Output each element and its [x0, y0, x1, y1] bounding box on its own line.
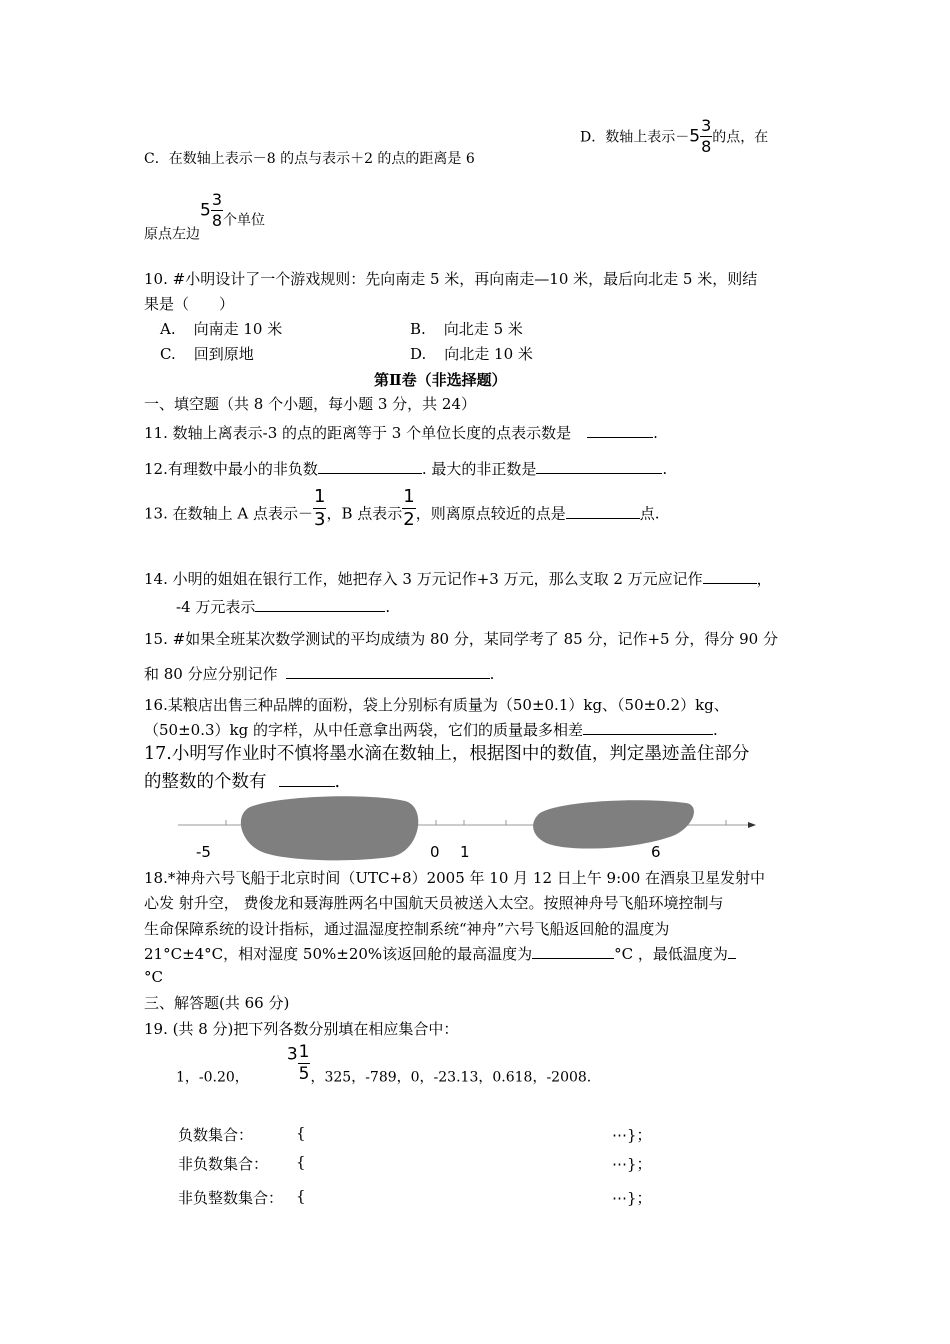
q16-line1: 16.某粮店出售三种品牌的面粉，袋上分别标有质量为（50±0.1）kg、（50±0.2）kg、	[144, 696, 729, 714]
q17-line2-end: .	[334, 772, 341, 792]
q10-line1: 10. #小明设计了一个游戏规则：先向南走 5 米，再向南走—10 米，最后向北走 5 米，则结	[144, 270, 758, 288]
q18-line3: 生命保障系统的设计指标，通过温湿度控制系统“神舟”六号飞船返回舱的温度为	[144, 920, 670, 938]
q9-line2-num: 3	[211, 190, 223, 209]
ink-blot-right	[533, 800, 694, 848]
q13-a-fraction	[313, 488, 326, 529]
q19-header: 19. (共 8 分)把下列各数分别填在相应集合中：	[144, 1020, 459, 1038]
q10-option-a	[160, 318, 282, 339]
q12-text: 12.有理数中最小的非负数	[144, 460, 318, 478]
q14-line1-end: ，	[756, 570, 772, 588]
number-line-arrow	[748, 822, 756, 828]
q13-mid: ，B 点表示	[326, 504, 403, 523]
number-line-label-minus5: -5	[196, 843, 211, 861]
q14-blank-1[interactable]	[703, 569, 757, 584]
q19-set-nonneg-integer-label: 非负整数集合：	[178, 1189, 284, 1207]
q11	[144, 422, 658, 443]
q13-b-den: 2	[403, 509, 415, 530]
q19-mixed-whole: 3	[286, 1044, 298, 1065]
q16-line2-end: .	[712, 721, 718, 739]
q10-b-text: 向北走 5 米	[443, 320, 523, 338]
q9-option-d	[580, 118, 768, 155]
q12	[144, 458, 667, 479]
q10-c-text: 回到原地	[193, 345, 254, 363]
number-line-figure	[170, 795, 770, 865]
q16-line2	[144, 719, 718, 740]
q15-line2	[144, 663, 494, 684]
q18-line4-text: 21°C±4°C，相对湿度 50%±20%该返回舱的最高温度为	[144, 945, 533, 963]
q19-set-nonneg-integer-close: ⋯}；	[612, 1189, 652, 1207]
q13-a-den: 3	[314, 509, 326, 530]
q14-line2-end: .	[385, 598, 391, 616]
q18-blank-1[interactable]	[532, 944, 614, 959]
q11-end: .	[653, 424, 658, 442]
q10-line2: 果是（ ）	[144, 295, 235, 313]
q11-text: 11. 数轴上离表示-3 的点的距离等于 3 个单位长度的点表示数是	[144, 424, 572, 442]
q19-numbers	[176, 1044, 591, 1087]
q17-line1: 17.小明写作业时不慎将墨水滴在数轴上，根据图中的数值，判定墨迹盖住部分	[144, 744, 750, 764]
q9-line2-suffix: 个单位	[223, 212, 266, 229]
number-line-label-1: 1	[460, 843, 470, 861]
q14-line2	[176, 596, 390, 617]
q10-option-b	[410, 318, 523, 339]
ink-blot-left	[241, 796, 418, 860]
q13-end: 点.	[639, 504, 660, 523]
q13-suffix: ，则离原点较近的点是	[415, 504, 566, 523]
q10-a-letter: A.	[160, 320, 176, 338]
answer-section-header: 三、解答题(共 66 分)	[144, 994, 290, 1012]
q10-b-letter: B.	[410, 320, 426, 338]
q12-end: .	[662, 460, 668, 478]
q15-line1: 15. #如果全班某次数学测试的平均成绩为 80 分，某同学考了 85 分，记作+5 分，得分 90 分	[144, 630, 778, 648]
q13-prefix: 13. 在数轴上 A 点表示－	[144, 504, 313, 523]
q19-set-nonnegative-open: {	[296, 1153, 306, 1171]
q12-blank-1[interactable]	[318, 459, 422, 474]
q10-a-text: 向南走 10 米	[193, 320, 283, 338]
q9-d-num: 3	[701, 116, 712, 135]
q14-line2-text: -4 万元表示	[176, 598, 256, 616]
q13-a-num: 1	[314, 486, 326, 507]
q9-line2-prefix: 原点左边	[144, 226, 200, 243]
q19-set-nonnegative-label: 非负数集合：	[178, 1155, 269, 1173]
q18-line4	[144, 943, 736, 964]
q19-set-negative-close: ⋯}；	[612, 1126, 652, 1144]
q13-b-fraction	[402, 488, 415, 529]
q10-option-c	[160, 343, 254, 364]
q17-line2-text: 的整数的个数有	[144, 772, 267, 792]
q10-c-letter: C.	[160, 345, 176, 363]
q9-d-line2	[144, 192, 265, 244]
q12-mid: . 最大的非正数是	[421, 460, 537, 478]
q10-d-letter: D.	[410, 345, 427, 363]
q11-blank[interactable]	[587, 423, 653, 438]
q16-blank[interactable]	[583, 720, 713, 735]
q10-option-d	[410, 343, 533, 364]
q9-line2-den: 8	[211, 211, 223, 230]
q9-d-den: 8	[701, 137, 712, 156]
q15-blank[interactable]	[286, 664, 490, 679]
q13-b-num: 1	[403, 486, 415, 507]
q19-nums-pre: 1，-0.20，	[176, 1069, 249, 1086]
q14-blank-2[interactable]	[255, 597, 385, 612]
number-line-label-6: 6	[651, 843, 661, 861]
q16-line2-text: （50±0.3）kg 的字样，从中任意拿出两袋，它们的质量最多相差	[144, 721, 583, 739]
q14-line1	[144, 568, 772, 589]
q18-line1: 18.*神舟六号飞船于北京时间（UTC+8）2005 年 10 月 12 日上午 9:00 在酒泉卫星发射中	[144, 869, 766, 887]
q12-blank-2[interactable]	[536, 459, 662, 474]
q17-line2	[144, 768, 340, 793]
q13	[144, 488, 660, 529]
q19-mixed-fraction	[298, 1044, 311, 1083]
q19-set-nonnegative-close: ⋯}；	[612, 1155, 652, 1173]
q9-d-suffix: 的点，在	[712, 129, 769, 146]
q18-blank-2[interactable]	[728, 944, 736, 959]
q15-line2-text: 和 80 分应分别记作	[144, 665, 278, 683]
q19-set-negative-open: {	[296, 1124, 306, 1142]
q9-d-whole: 5	[689, 126, 701, 147]
q19-mixed-num: 1	[298, 1042, 310, 1062]
section2-title: 第Ⅱ卷（非选择题）	[374, 371, 507, 389]
q19-nums-post: ，325，-789，0，-23.13，0.618，-2008.	[310, 1069, 592, 1086]
q9-d-prefix: D．数轴上表示－	[580, 129, 690, 146]
q19-mixed-den: 5	[298, 1064, 310, 1084]
q18-line4-mid: °C ，最低温度为	[614, 945, 728, 963]
q14-line1-text: 14. 小明的姐姐在银行工作，她把存入 3 万元记作+3 万元，那么支取 2 万元应记作	[144, 570, 703, 588]
q13-blank[interactable]	[566, 504, 640, 519]
q19-set-nonneg-integer-open: {	[296, 1187, 306, 1205]
q18-line2: 心发 射升空， 费俊龙和聂海胜两名中国航天员被送入太空。按照神舟号飞船环境控制与	[144, 894, 724, 912]
fill-in-header: 一、填空题（共 8 个小题，每小题 3 分，共 24）	[144, 395, 477, 413]
q17-blank[interactable]	[279, 772, 335, 787]
q18-line5: °C	[144, 968, 163, 986]
q9-line2-fraction	[211, 192, 223, 229]
q9-line2-whole: 5	[200, 200, 211, 221]
q9-option-c: C．在数轴上表示－8 的点与表示＋2 的点的距离是 6	[144, 151, 475, 167]
q15-line2-end: .	[489, 665, 495, 683]
number-line-label-0: 0	[430, 843, 440, 861]
q9-d-fraction	[700, 118, 712, 155]
q10-d-text: 向北走 10 米	[444, 345, 533, 363]
q19-set-negative-label: 负数集合：	[178, 1126, 254, 1144]
